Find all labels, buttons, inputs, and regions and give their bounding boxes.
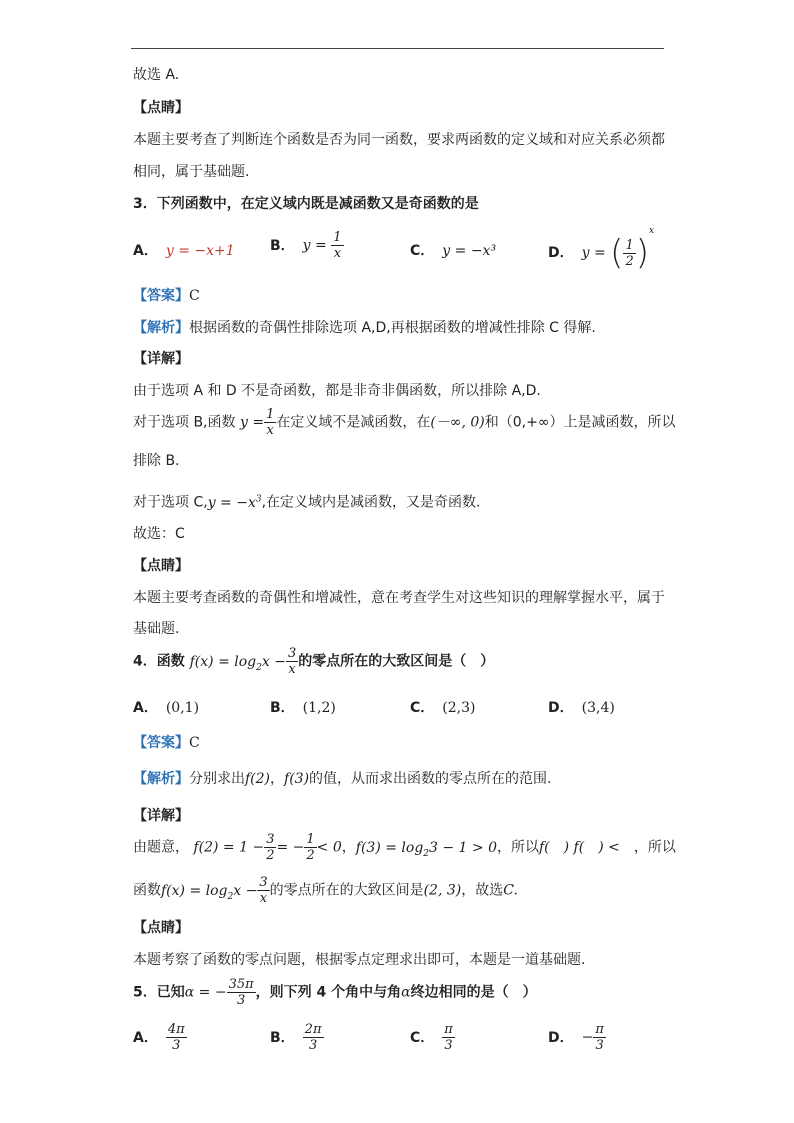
q5-option-d: D． − $\frac{\pi}{3}$ xyxy=(548,1022,604,1053)
question-3-title: 3．下列函数中，在定义域内既是减函数又是奇函数的是 xyxy=(133,196,479,212)
question-4-title: 4．函数 $f(x) = \log_2x$ − $\frac{3}{x}$ 的零点所在的大致区间是（ ） xyxy=(133,646,495,677)
q3-option-c: C． y = −x³ xyxy=(410,243,497,259)
q4-option-b: B． (1,2) xyxy=(270,700,336,716)
q4-option-c: C． (2,3) xyxy=(410,700,476,716)
q4-analysis: 【解析】分别求出f(2)，f(3)的值，从而求出函数的零点所在的范围. xyxy=(133,771,552,787)
text-line: 由于选项 A 和 D 不是奇函数，都是非奇非偶函数，所以排除 A,D. xyxy=(133,383,541,399)
text-line: 排除 B. xyxy=(133,453,180,469)
q4-detail-heading: 【详解】 xyxy=(133,808,189,824)
text-line: 本题主要考查了判断连个函数是否为同一函数，要求两函数的定义域和对应关系必须都 xyxy=(133,132,665,148)
section-heading: 【点睛】 xyxy=(133,920,189,936)
question-5-title: 5．已知α = − $\frac{35\pi}{3}$ ，则下列 4 个角中与角α终边相同的是（ ） xyxy=(133,977,537,1008)
q4-option-d: D． (3,4) xyxy=(548,700,615,716)
q5-option-b: B． $\frac{2\pi}{3}$ xyxy=(270,1022,322,1053)
header-rule xyxy=(131,48,664,49)
q3-answer: 【答案】C xyxy=(133,288,200,304)
q5-option-c: C． $\frac{\pi}{3}$ xyxy=(410,1022,453,1053)
text-line: 故选：C xyxy=(133,526,185,542)
q3-option-b: B． y = $\frac{1}{x}$ xyxy=(270,230,342,261)
section-heading: 【点睛】 xyxy=(133,100,189,116)
text-line: 本题考察了函数的零点问题，根据零点定理求出即可，本题是一道基础题. xyxy=(133,952,586,968)
q4-detail-1: 由题意， f(2) = 1 − $\frac{3}{2}$ = − $\frac{1}{2}$ < 0，$f(3) = \log_23 - 1 > 0$，所以f( ) f( ) < ，所以 xyxy=(133,832,676,863)
text-line: 相同，属于基础题. xyxy=(133,164,250,180)
q3-option-a: A． y = −x+1 xyxy=(133,243,235,259)
q3-detail-heading: 【详解】 xyxy=(133,351,189,367)
q3-detail-b: 对于选项 B,函数 y = $\frac{1}{x}$ 在定义域不是减函数，在(－∞, 0)和（0,+∞）上是减函数，所以 xyxy=(133,407,676,438)
q3-analysis: 【解析】根据函数的奇偶性排除选项 A,D,再根据函数的增减性排除 C 得解. xyxy=(133,320,596,336)
text-line: 本题主要考查函数的奇偶性和增减性，意在考查学生对这些知识的理解掌握水平，属于 xyxy=(133,590,665,606)
text-line: 基础题. xyxy=(133,621,180,637)
q4-answer: 【答案】C xyxy=(133,735,200,751)
q4-detail-2: 函数$f(x) = \log_2x$ − $\frac{3}{x}$ 的零点所在的大致区间是(2, 3)，故选C. xyxy=(133,875,518,906)
q5-option-a: A． $\frac{4\pi}{3}$ xyxy=(133,1022,185,1053)
text-line: 故选 A. xyxy=(133,67,180,83)
q3-detail-c: 对于选项 $C,y = -x^3$,在定义域内是减函数，又是奇函数. xyxy=(133,494,481,511)
q4-option-a: A． (0,1) xyxy=(133,700,200,716)
section-heading: 【点睛】 xyxy=(133,558,189,574)
q3-option-d: D． y = ( $\frac{1}{2}$ )$^x$ xyxy=(548,226,655,273)
